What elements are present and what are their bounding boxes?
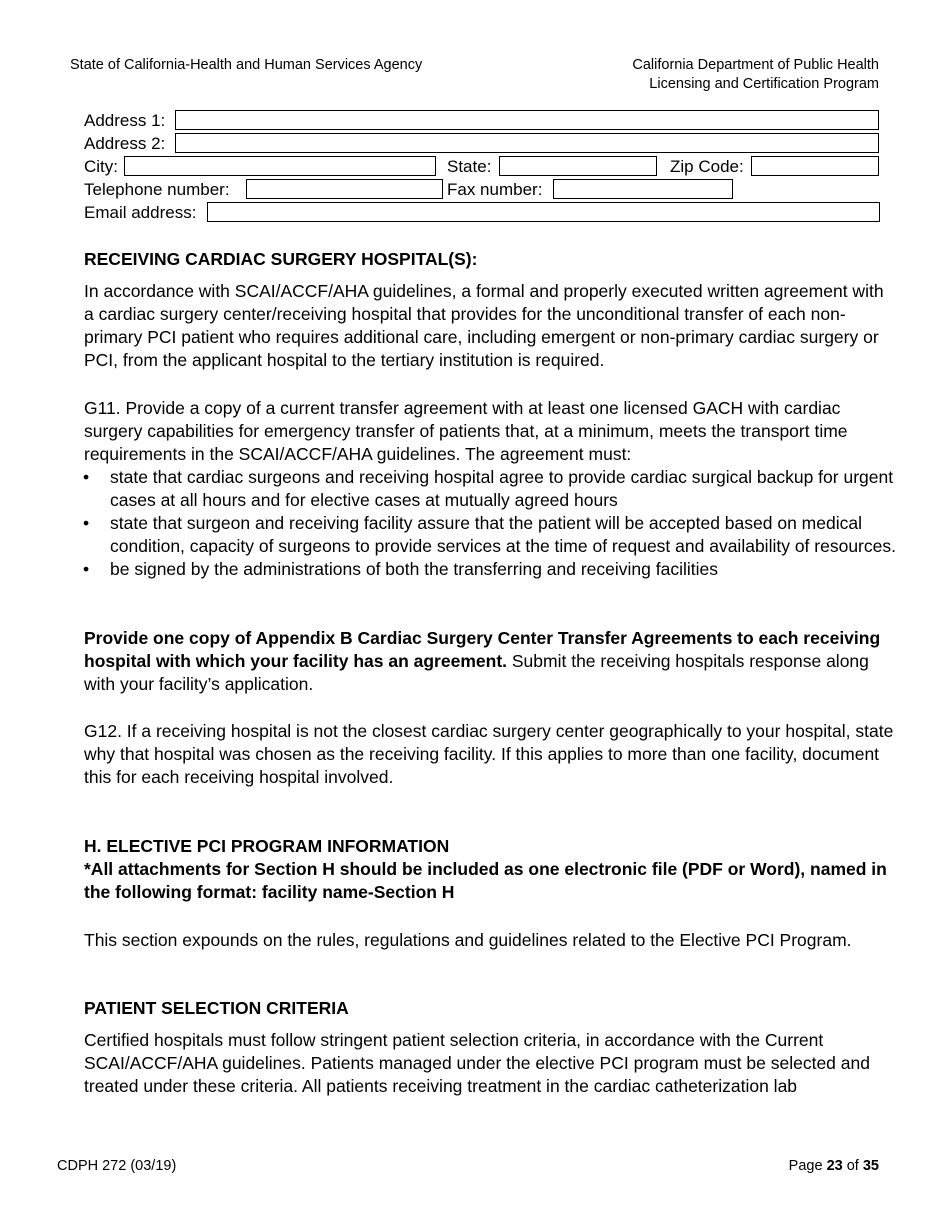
receiving-intro-block — [84, 280, 896, 372]
appendix-paragraph — [84, 627, 896, 696]
address2-field[interactable] — [175, 133, 879, 153]
form-id: CDPH 272 (03/19) — [57, 1158, 177, 1174]
fax-label: Fax number: — [447, 180, 543, 199]
agreement-requirements-list — [82, 466, 899, 581]
receiving-intro: In accordance with SCAI/ACCF/AHA guidelines, a formal and properly executed written agreement with a cardiac surgery center/receiving hospital that provides for the unconditional transfer of each non-primary PCI patient who requires additional care, including emergent or non-primary cardiac surgery or PCI, from the applicant hospital to the tertiary institution is required. — [84, 281, 884, 370]
section-h-block — [84, 835, 896, 904]
list-item: • state that cardiac surgeons and receiving hospital agree to provide cardiac surgical backup for urgent cases at all hours and for elective cases at mutually agreed hours — [82, 466, 899, 512]
appendix-submit-note: Submit the receiving hospitals response along with your facility’s application. — [84, 651, 869, 694]
list-item: • state that surgeon and receiving facility assure that the patient will be accepted based on medical condition, capacity of surgeons to provide services at the time of request and availability of resources. — [82, 512, 899, 558]
g12-text: G12. If a receiving hospital is not the closest cardiac surgery center geographically to your hospital, state why that hospital was chosen as the receiving facility. If this applies to more than one facility, document this for each receiving hospital involved. — [84, 721, 894, 787]
department-header — [632, 56, 879, 94]
address1-label: Address 1: — [84, 111, 166, 130]
city-field[interactable] — [124, 156, 436, 176]
patient-selection-heading-block — [84, 997, 896, 1020]
appendix-block — [84, 627, 896, 696]
city-label: City: — [84, 157, 118, 176]
email-field[interactable] — [207, 202, 880, 222]
telephone-field[interactable] — [246, 179, 443, 199]
page-word: Page — [788, 1158, 827, 1174]
department-name: California Department of Public Health — [632, 57, 879, 73]
address1-field[interactable] — [175, 110, 879, 130]
state-label: State: — [447, 157, 492, 176]
appendix-instruction: Provide one copy of Appendix B Cardiac Surgery Center Transfer Agreements to each receiving hospital with which your facility has an agreement. — [84, 628, 881, 671]
g12-block — [84, 720, 896, 789]
state-field[interactable] — [499, 156, 657, 176]
patient-selection-block — [84, 1029, 896, 1098]
section-h-attachment-note: *All attachments for Section H should be included as one electronic file (PDF or Word), named in the following format: facility name-Section H — [84, 859, 887, 902]
zip-label: Zip Code: — [670, 157, 744, 176]
email-label: Email address: — [84, 203, 197, 222]
receiving-heading: RECEIVING CARDIAC SURGERY HOSPITAL(S): — [84, 249, 478, 269]
page-number — [789, 1157, 879, 1175]
address2-label: Address 2: — [84, 134, 166, 153]
telephone-label: Telephone number: — [84, 180, 230, 199]
patient-selection-heading: PATIENT SELECTION CRITERIA — [84, 998, 349, 1018]
fax-field[interactable] — [553, 179, 733, 199]
page-current: 23 — [826, 1158, 843, 1174]
g11-block — [84, 397, 899, 581]
page-of: of — [842, 1158, 863, 1174]
program-name: Licensing and Certification Program — [649, 76, 879, 92]
page-total: 35 — [862, 1158, 879, 1174]
patient-selection-text: Certified hospitals must follow stringent patient selection criteria, in accordance with the Current SCAI/ACCF/AHA guidelines. Patients managed under the elective PCI program must be selected and treated under these criteria. All patients receiving treatment in the cardiac catheterization lab — [84, 1030, 870, 1096]
section-h-intro-block — [84, 929, 896, 952]
g11-text: G11. Provide a copy of a current transfer agreement with at least one licensed GACH with cardiac surgery capabilities for emergency transfer of patients that, at a minimum, meets the transport time requirements in the SCAI/ACCF/AHA guidelines. The agreement must: — [84, 398, 848, 464]
agency-header: State of California-Health and Human Services Agency — [70, 57, 423, 73]
zip-field[interactable] — [751, 156, 879, 176]
list-item: • be signed by the administrations of both the transferring and receiving facilities — [82, 558, 899, 581]
section-h-intro: This section expounds on the rules, regulations and guidelines related to the Elective PCI Program. — [84, 930, 852, 950]
receiving-heading-block — [84, 248, 896, 271]
section-h-heading: H. ELECTIVE PCI PROGRAM INFORMATION — [84, 836, 450, 856]
